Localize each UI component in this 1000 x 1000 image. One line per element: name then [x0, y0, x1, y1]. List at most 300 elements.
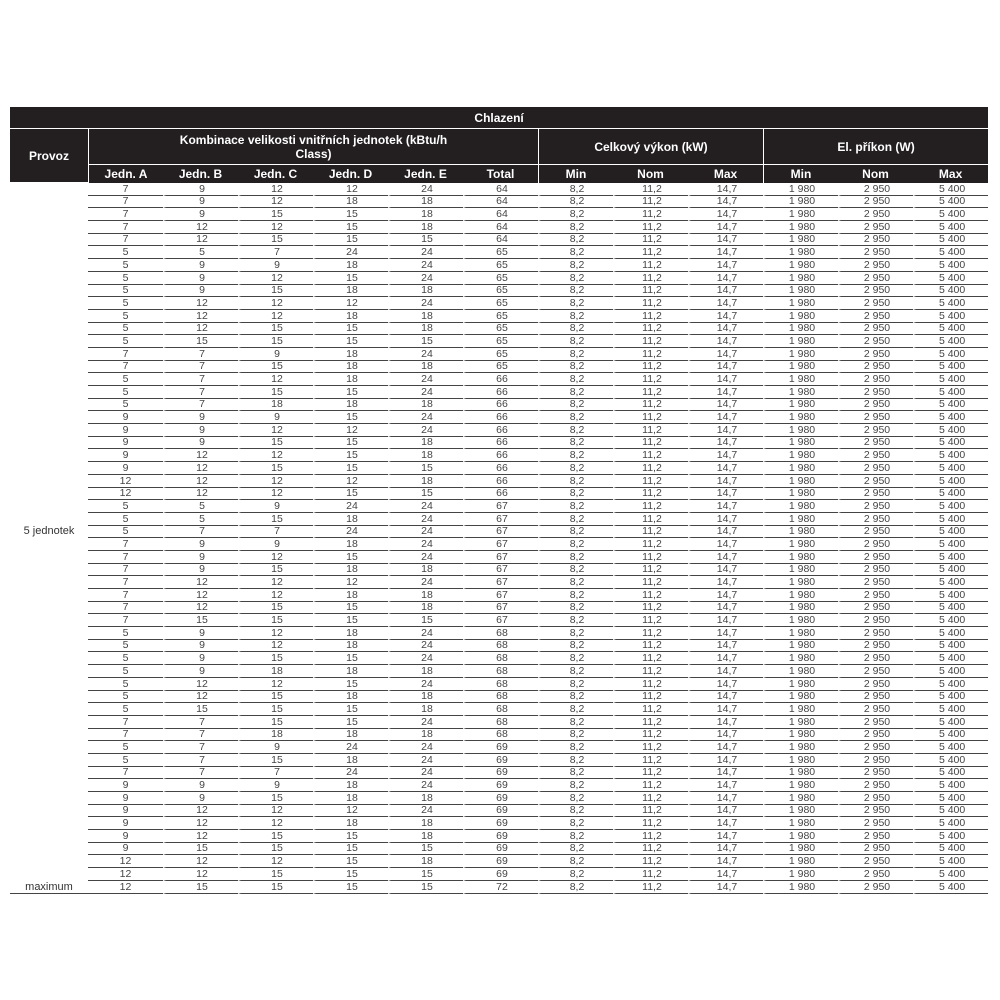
table-cell: 24	[388, 411, 463, 424]
table-cell: 24	[388, 424, 463, 437]
table-cell: 65	[463, 246, 538, 259]
table-cell: 7	[88, 729, 163, 742]
table-cell: 14,7	[688, 196, 763, 209]
table-cell: 5 400	[913, 703, 988, 716]
table-cell: 7	[88, 208, 163, 221]
table-cell: 14,7	[688, 538, 763, 551]
table-cell: 8,2	[538, 310, 613, 323]
table-cell: 18	[313, 627, 388, 640]
table-cell: 1 980	[763, 729, 838, 742]
table-cell: 24	[388, 246, 463, 259]
table-row	[10, 259, 988, 272]
table-cell: 5 400	[913, 462, 988, 475]
table-row	[10, 386, 988, 399]
table-cell: 8,2	[538, 449, 613, 462]
table-cell: 5 400	[913, 208, 988, 221]
table-cell: 18	[388, 399, 463, 412]
table-cell: 8,2	[538, 754, 613, 767]
table-cell: 69	[463, 843, 538, 856]
table-cell: 68	[463, 627, 538, 640]
table-cell: 18	[388, 437, 463, 450]
table-cell: 1 980	[763, 500, 838, 513]
table-cell: 11,2	[613, 297, 688, 310]
table-cell: 1 980	[763, 462, 838, 475]
table-cell: 11,2	[613, 779, 688, 792]
table-cell: 24	[388, 348, 463, 361]
table-cell: 2 950	[838, 754, 913, 767]
table-cell: 2 950	[838, 500, 913, 513]
table-cell: 5 400	[913, 323, 988, 336]
table-cell: 15	[313, 602, 388, 615]
table-cell: 5 400	[913, 678, 988, 691]
table-cell: 9	[163, 437, 238, 450]
table-cell: 12	[238, 817, 313, 830]
table-cell: 14,7	[688, 373, 763, 386]
table-cell: 7	[88, 196, 163, 209]
table-cell: 5	[88, 285, 163, 298]
table-cell: 12	[238, 196, 313, 209]
table-cell: 66	[463, 437, 538, 450]
table-cell: 7	[88, 576, 163, 589]
table-row	[10, 564, 988, 577]
table-cell: 5	[88, 272, 163, 285]
table-cell: 67	[463, 500, 538, 513]
table-cell: 2 950	[838, 805, 913, 818]
table-cell: 68	[463, 665, 538, 678]
table-cell: 15	[313, 843, 388, 856]
table-row	[10, 792, 988, 805]
table-cell: 8,2	[538, 386, 613, 399]
table-cell: 7	[88, 602, 163, 615]
table-cell: 11,2	[613, 729, 688, 742]
table-cell: 5	[88, 513, 163, 526]
table-row	[10, 323, 988, 336]
table-cell: 24	[388, 640, 463, 653]
table-cell: 5 400	[913, 475, 988, 488]
table-cell: 66	[463, 424, 538, 437]
table-cell: 9	[163, 285, 238, 298]
table-cell: 12	[238, 627, 313, 640]
maximum-cell: 15	[388, 881, 463, 894]
table-cell: 65	[463, 361, 538, 374]
table-cell: 1 980	[763, 805, 838, 818]
table-cell: 8,2	[538, 830, 613, 843]
maximum-cell: 15	[163, 881, 238, 894]
table-cell: 14,7	[688, 272, 763, 285]
table-cell: 69	[463, 817, 538, 830]
table-cell: 7	[238, 526, 313, 539]
table-cell: 8,2	[538, 843, 613, 856]
table-cell: 11,2	[613, 208, 688, 221]
table-cell: 15	[388, 234, 463, 247]
table-cell: 69	[463, 754, 538, 767]
table-row	[10, 602, 988, 615]
table-cell: 8,2	[538, 234, 613, 247]
table-cell: 8,2	[538, 538, 613, 551]
table-cell: 8,2	[538, 551, 613, 564]
table-cell: 15	[388, 335, 463, 348]
table-cell: 8,2	[538, 221, 613, 234]
table-cell: 12	[238, 589, 313, 602]
table-cell: 9	[88, 779, 163, 792]
table-cell: 12	[238, 373, 313, 386]
table-cell: 18	[388, 703, 463, 716]
table-cell: 24	[388, 767, 463, 780]
table-cell: 65	[463, 323, 538, 336]
table-cell: 9	[238, 741, 313, 754]
table-cell: 18	[388, 475, 463, 488]
table-cell: 5 400	[913, 246, 988, 259]
table-cell: 5 400	[913, 513, 988, 526]
maximum-cell: 72	[463, 881, 538, 894]
table-cell: 14,7	[688, 767, 763, 780]
table-cell: 24	[388, 500, 463, 513]
table-cell: 12	[163, 462, 238, 475]
table-cell: 8,2	[538, 437, 613, 450]
table-cell: 1 980	[763, 399, 838, 412]
table-cell: 24	[313, 741, 388, 754]
table-cell: 5 400	[913, 868, 988, 881]
table-cell: 2 950	[838, 411, 913, 424]
table-cell: 9	[238, 538, 313, 551]
table-row	[10, 462, 988, 475]
table-cell: 12	[163, 323, 238, 336]
table-cell: 11,2	[613, 678, 688, 691]
table-cell: 69	[463, 855, 538, 868]
table-cell: 11,2	[613, 323, 688, 336]
table-cell: 2 950	[838, 729, 913, 742]
table-cell: 9	[163, 183, 238, 196]
column-header-7: Min	[538, 165, 613, 183]
table-cell: 1 980	[763, 703, 838, 716]
table-cell: 5 400	[913, 272, 988, 285]
table-cell: 66	[463, 399, 538, 412]
table-cell: 68	[463, 703, 538, 716]
table-cell: 8,2	[538, 323, 613, 336]
table-cell: 14,7	[688, 208, 763, 221]
table-cell: 5 400	[913, 691, 988, 704]
table-cell: 12	[313, 183, 388, 196]
table-cell: 14,7	[688, 576, 763, 589]
table-cell: 2 950	[838, 513, 913, 526]
table-cell: 2 950	[838, 437, 913, 450]
table-cell: 9	[163, 665, 238, 678]
table-cell: 8,2	[538, 640, 613, 653]
table-cell: 18	[388, 285, 463, 298]
table-cell: 8,2	[538, 424, 613, 437]
table-cell: 1 980	[763, 208, 838, 221]
table-cell: 14,7	[688, 513, 763, 526]
table-cell: 2 950	[838, 259, 913, 272]
table-cell: 14,7	[688, 703, 763, 716]
table-cell: 11,2	[613, 741, 688, 754]
table-cell: 9	[238, 348, 313, 361]
table-cell: 9	[88, 462, 163, 475]
table-cell: 14,7	[688, 792, 763, 805]
table-cell: 18	[388, 830, 463, 843]
table-cell: 5 400	[913, 424, 988, 437]
table-cell: 11,2	[613, 462, 688, 475]
table-cell: 14,7	[688, 589, 763, 602]
table-cell: 14,7	[688, 437, 763, 450]
table-cell: 1 980	[763, 691, 838, 704]
table-cell: 1 980	[763, 449, 838, 462]
table-cell: 5 400	[913, 767, 988, 780]
table-cell: 12	[163, 221, 238, 234]
table-cell: 14,7	[688, 297, 763, 310]
table-cell: 5 400	[913, 437, 988, 450]
table-cell: 5 400	[913, 386, 988, 399]
table-cell: 8,2	[538, 665, 613, 678]
table-cell: 14,7	[688, 564, 763, 577]
table-cell: 11,2	[613, 868, 688, 881]
table-cell: 11,2	[613, 246, 688, 259]
table-cell: 14,7	[688, 348, 763, 361]
table-cell: 5 400	[913, 652, 988, 665]
table-cell: 11,2	[613, 475, 688, 488]
table-cell: 1 980	[763, 475, 838, 488]
column-header-9: Max	[688, 165, 763, 183]
table-cell: 18	[313, 729, 388, 742]
table-cell: 18	[388, 589, 463, 602]
table-cell: 12	[238, 475, 313, 488]
table-cell: 65	[463, 285, 538, 298]
table-cell: 18	[313, 310, 388, 323]
table-cell: 18	[388, 691, 463, 704]
table-cell: 2 950	[838, 475, 913, 488]
table-cell: 7	[238, 767, 313, 780]
table-cell: 1 980	[763, 513, 838, 526]
table-cell: 18	[238, 665, 313, 678]
table-cell: 18	[238, 729, 313, 742]
table-cell: 8,2	[538, 792, 613, 805]
table-row	[10, 424, 988, 437]
table-cell: 11,2	[613, 843, 688, 856]
table-cell: 5 400	[913, 373, 988, 386]
table-cell: 11,2	[613, 221, 688, 234]
table-cell: 5 400	[913, 488, 988, 501]
table-cell: 5 400	[913, 602, 988, 615]
table-cell: 12	[313, 297, 388, 310]
table-cell: 11,2	[613, 424, 688, 437]
table-cell: 14,7	[688, 488, 763, 501]
table-cell: 5 400	[913, 716, 988, 729]
table-cell: 9	[163, 538, 238, 551]
table-cell: 9	[163, 640, 238, 653]
table-cell: 12	[163, 830, 238, 843]
column-header-1: Jedn. A	[88, 165, 163, 183]
table-cell: 2 950	[838, 488, 913, 501]
table-cell: 9	[163, 411, 238, 424]
table-cell: 24	[388, 297, 463, 310]
table-cell: 18	[313, 754, 388, 767]
table-cell: 11,2	[613, 386, 688, 399]
table-cell: 5 400	[913, 741, 988, 754]
table-cell: 12	[163, 817, 238, 830]
table-cell: 15	[388, 614, 463, 627]
table-cell: 1 980	[763, 551, 838, 564]
table-cell: 9	[88, 843, 163, 856]
table-cell: 1 980	[763, 196, 838, 209]
table-cell: 64	[463, 183, 538, 196]
table-cell: 14,7	[688, 335, 763, 348]
table-cell: 2 950	[838, 462, 913, 475]
table-cell: 15	[238, 614, 313, 627]
table-cell: 2 950	[838, 285, 913, 298]
table-cell: 24	[388, 805, 463, 818]
table-cell: 5	[88, 665, 163, 678]
table-cell: 5 400	[913, 779, 988, 792]
table-cell: 15	[313, 449, 388, 462]
table-cell: 9	[163, 424, 238, 437]
table-cell: 8,2	[538, 196, 613, 209]
table-cell: 14,7	[688, 323, 763, 336]
table-row	[10, 652, 988, 665]
table-cell: 15	[388, 488, 463, 501]
table-row	[10, 335, 988, 348]
table-cell: 12	[88, 488, 163, 501]
table-cell: 14,7	[688, 868, 763, 881]
table-cell: 1 980	[763, 386, 838, 399]
table-cell: 1 980	[763, 411, 838, 424]
table-header	[10, 107, 988, 183]
table-cell: 68	[463, 640, 538, 653]
table-cell: 18	[313, 196, 388, 209]
table-cell: 8,2	[538, 208, 613, 221]
table-cell: 67	[463, 576, 538, 589]
table-cell: 11,2	[613, 602, 688, 615]
table-cell: 12	[163, 297, 238, 310]
table-cell: 8,2	[538, 741, 613, 754]
table-cell: 12	[163, 805, 238, 818]
table-cell: 5 400	[913, 259, 988, 272]
table-cell: 15	[238, 602, 313, 615]
table-cell: 5 400	[913, 855, 988, 868]
table-cell: 11,2	[613, 513, 688, 526]
table-cell: 12	[313, 805, 388, 818]
table-cell: 5 400	[913, 196, 988, 209]
table-cell: 1 980	[763, 234, 838, 247]
table-cell: 7	[163, 754, 238, 767]
table-cell: 18	[313, 792, 388, 805]
table-cell: 68	[463, 729, 538, 742]
table-cell: 12	[163, 678, 238, 691]
table-cell: 2 950	[838, 652, 913, 665]
table-cell: 14,7	[688, 843, 763, 856]
maximum-cell: 8,2	[538, 881, 613, 894]
table-cell: 12	[238, 576, 313, 589]
table-cell: 12	[238, 310, 313, 323]
table-cell: 11,2	[613, 754, 688, 767]
table-cell: 1 980	[763, 665, 838, 678]
table-cell: 18	[388, 729, 463, 742]
table-cell: 2 950	[838, 551, 913, 564]
table-cell: 7	[88, 716, 163, 729]
table-cell: 1 980	[763, 640, 838, 653]
table-cell: 7	[238, 246, 313, 259]
table-cell: 15	[313, 488, 388, 501]
table-cell: 12	[238, 272, 313, 285]
table-cell: 67	[463, 589, 538, 602]
table-cell: 14,7	[688, 551, 763, 564]
table-cell: 69	[463, 779, 538, 792]
table-cell: 8,2	[538, 513, 613, 526]
table-cell: 5 400	[913, 564, 988, 577]
table-cell: 11,2	[613, 437, 688, 450]
table-cell: 8,2	[538, 399, 613, 412]
table-cell: 65	[463, 348, 538, 361]
table-cell: 8,2	[538, 703, 613, 716]
table-cell: 24	[388, 538, 463, 551]
table-cell: 12	[238, 424, 313, 437]
table-cell: 8,2	[538, 855, 613, 868]
table-cell: 5	[88, 297, 163, 310]
table-cell: 11,2	[613, 335, 688, 348]
table-cell: 8,2	[538, 589, 613, 602]
table-cell: 5 400	[913, 449, 988, 462]
table-cell: 18	[388, 221, 463, 234]
table-cell: 9	[88, 437, 163, 450]
table-cell: 7	[163, 767, 238, 780]
table-cell: 18	[313, 779, 388, 792]
table-cell: 8,2	[538, 335, 613, 348]
table-row	[10, 665, 988, 678]
table-cell: 11,2	[613, 538, 688, 551]
table-cell: 5 400	[913, 843, 988, 856]
table-cell: 11,2	[613, 449, 688, 462]
table-cell: 7	[88, 564, 163, 577]
table-cell: 18	[388, 792, 463, 805]
table-cell: 12	[88, 475, 163, 488]
table-row	[10, 538, 988, 551]
table-cell: 1 980	[763, 855, 838, 868]
table-cell: 18	[388, 323, 463, 336]
table-cell: 67	[463, 538, 538, 551]
table-cell: 5 400	[913, 297, 988, 310]
table-cell: 2 950	[838, 868, 913, 881]
table-cell: 2 950	[838, 817, 913, 830]
table-cell: 15	[238, 462, 313, 475]
table-cell: 14,7	[688, 475, 763, 488]
table-cell: 8,2	[538, 183, 613, 196]
table-cell: 2 950	[838, 767, 913, 780]
table-cell: 7	[88, 221, 163, 234]
table-cell: 2 950	[838, 665, 913, 678]
table-cell: 8,2	[538, 729, 613, 742]
table-row	[10, 830, 988, 843]
table-cell: 67	[463, 602, 538, 615]
maximum-label: maximum	[10, 881, 88, 894]
table-cell: 1 980	[763, 627, 838, 640]
table-cell: 9	[238, 259, 313, 272]
table-cell: 9	[88, 830, 163, 843]
table-cell: 11,2	[613, 183, 688, 196]
table-cell: 1 980	[763, 221, 838, 234]
table-cell: 15	[313, 386, 388, 399]
table-cell: 15	[313, 234, 388, 247]
table-row	[10, 817, 988, 830]
table-cell: 11,2	[613, 348, 688, 361]
table-cell: 68	[463, 652, 538, 665]
table-cell: 9	[238, 779, 313, 792]
table-cell: 15	[238, 843, 313, 856]
table-cell: 5 400	[913, 285, 988, 298]
table-cell: 11,2	[613, 627, 688, 640]
table-cell: 14,7	[688, 449, 763, 462]
table-cell: 2 950	[838, 272, 913, 285]
table-cell: 5	[163, 246, 238, 259]
table-cell: 2 950	[838, 741, 913, 754]
